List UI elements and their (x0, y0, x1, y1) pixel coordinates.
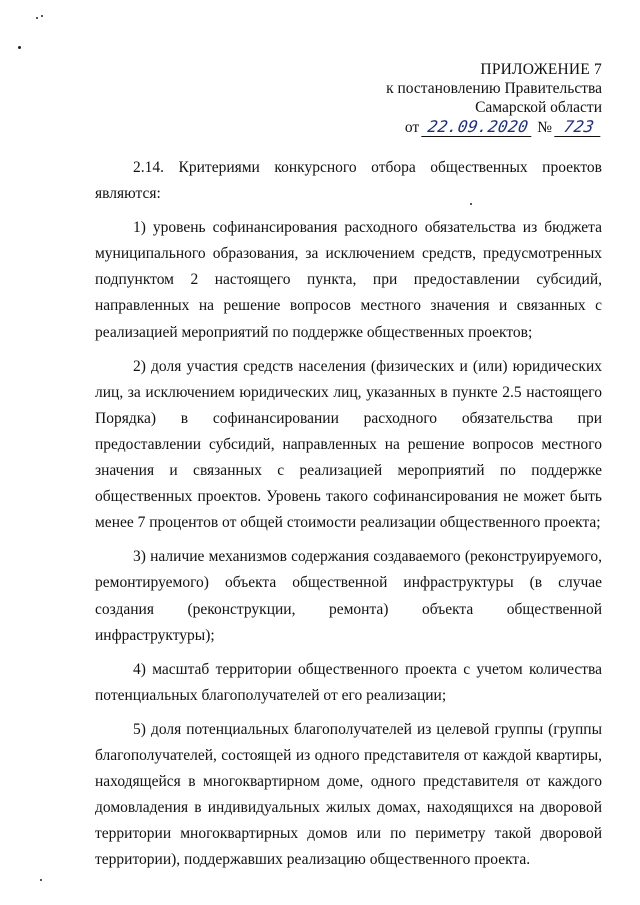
criterion-1: 1) уровень софинансирования расходного обязательства из бюджета муниципального образования, за исключением средств, предусмотренных подпунктом 2 настоящего пункта, при предоставлении субсидий, направленных на решение вопросов местного значения и связанных с реализацией мероприятий по поддержке общественных проектов; (95, 219, 602, 341)
criterion-2: 2) доля участия средств населения (физических и (или) юридических лиц, за исключением юридических лиц, указанных в пункте 2.5 настоящего Порядка) в софинансировании расходного обязательства при предоставлении субсидий, направленных на решение вопросов местного значения и связанных с реализацией мероприятий по поддержке общественных проектов. Уровень такого софинансирования не может быть менее 7 процентов от общей стоимости реализации общественного проекта; (95, 357, 602, 532)
criterion-3: 3) наличие механизмов содержания создаваемого (реконструируемого, ремонтируемого) объекта общественной инфраструктуры (в случае создания (реконструкции, ремонта) объекта общественной инфраструктуры); (95, 548, 602, 644)
paragraph-2-14: 2.14. Критериями конкурсного отбора общественных проектов являются: (95, 159, 602, 203)
handwritten-date: 22.09.2020 (421, 117, 535, 137)
appendix-title: ПРИЛОЖЕНИЕ 7 (480, 61, 602, 78)
date-number-line (405, 117, 602, 137)
resolution-line: к постановлению Правительства (386, 80, 602, 97)
number-prefix: № (537, 119, 552, 136)
scan-speck (40, 879, 42, 881)
date-prefix: от (404, 119, 420, 136)
scan-speck (41, 15, 43, 17)
criterion-4: 4) масштаб территории общественного проекта с учетом количества потенциальных благополучателей от его реализации; (95, 660, 602, 704)
scan-speck (18, 46, 21, 49)
scan-speck (36, 17, 38, 19)
handwritten-number: 723 (554, 117, 604, 137)
document-body (95, 155, 602, 873)
region-line: Самарской области (475, 99, 602, 116)
criterion-5: 5) доля потенциальных благополучателей из целевой группы (группы благополучателей, состоящей из одного представителя от каждой квартиры, находящейся в многоквартирном доме, одного представителя от каждого домовладения в индивидуальных жилых домах, находящихся на дворовой территории многоквартирных домов или по периметру такой дворовой территории), поддержавших реализацию общественного проекта. (95, 720, 602, 869)
appendix-header (386, 60, 602, 137)
